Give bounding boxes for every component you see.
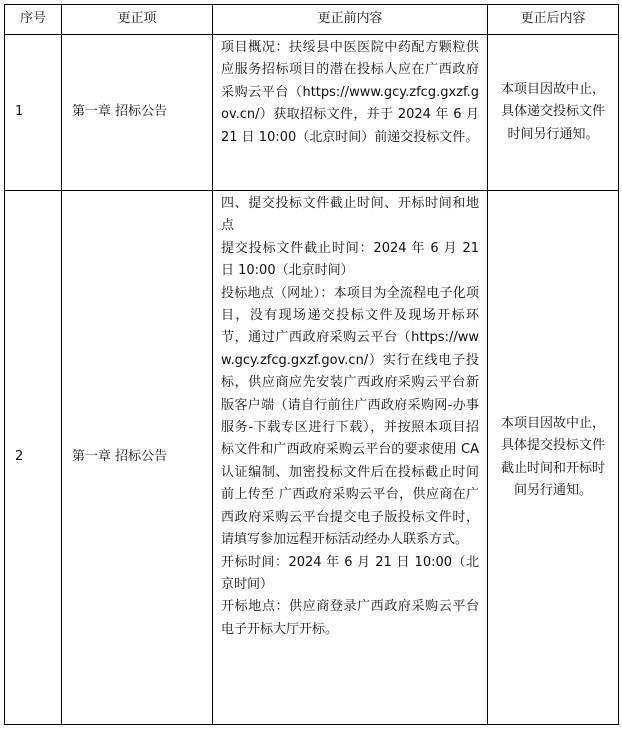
row-after-content: 本项目因故中止，具体递交投标文件时间另行通知。 (488, 35, 619, 191)
row-item: 第一章 招标公告 (62, 35, 213, 191)
row-before-content (213, 191, 488, 725)
row-after-content: 本项目因故中止，具体提交投标文件截止时间和开标时间另行通知。 (488, 191, 619, 725)
before-paragraph: 投标地点（网址）：本项目为全流程电子化项目，没有现场递交投标文件及现场开标环节，通过广西政府采购云平台（https://www.gcy.zfcg.gxzf.gov.cn/）实行在线电子投标，供应商应先安装广西政府采购云平台新版客户端（请自行前往广西政府采购网-办事服务-下载专区进行下载），并按照本项目招标文件和广西政府采购云平台的要求使用 CA 认证编制、加密投标文件后在投标截止时间前上传至 广西政府采购云平台，供应商在广西政府采购云平台提交电子版投标文件时，请填写参加远程开标活动经办人联系方式。 (221, 285, 479, 548)
table-row (5, 191, 619, 725)
header-index: 序号 (5, 5, 62, 35)
table-row (5, 35, 619, 191)
before-paragraph: 四、提交投标文件截止时间、开标时间和地点 (221, 196, 479, 234)
row-index: 1 (5, 35, 62, 191)
header-row (5, 5, 619, 35)
before-paragraph: 开标地点：供应商登录广西政府采购云平台电子开标大厅开标。 (221, 599, 479, 637)
correction-table (4, 4, 619, 725)
row-index: 2 (5, 191, 62, 725)
row-before-content (213, 35, 488, 191)
before-paragraph: 开标时间：2024 年 6 月 21 日 10:00（北京时间） (221, 554, 479, 592)
header-before: 更正前内容 (213, 5, 488, 35)
header-item: 更正项 (62, 5, 213, 35)
before-paragraph: 项目概况：扶绥县中医医院中药配方颗粒供应服务招标项目的潜在投标人应在广西政府采购云平台（https://www.gcy.zfcg.gxzf.gov.cn/）获取招标文件，并于 2024 年 6 月 21 日 10:00（北京时间）前递交投标文件。 (221, 40, 479, 145)
row-item: 第一章 招标公告 (62, 191, 213, 725)
header-after: 更正后内容 (488, 5, 619, 35)
before-paragraph: 提交投标文件截止时间：2024 年 6 月 21 日 10:00（北京时间） (221, 240, 479, 279)
